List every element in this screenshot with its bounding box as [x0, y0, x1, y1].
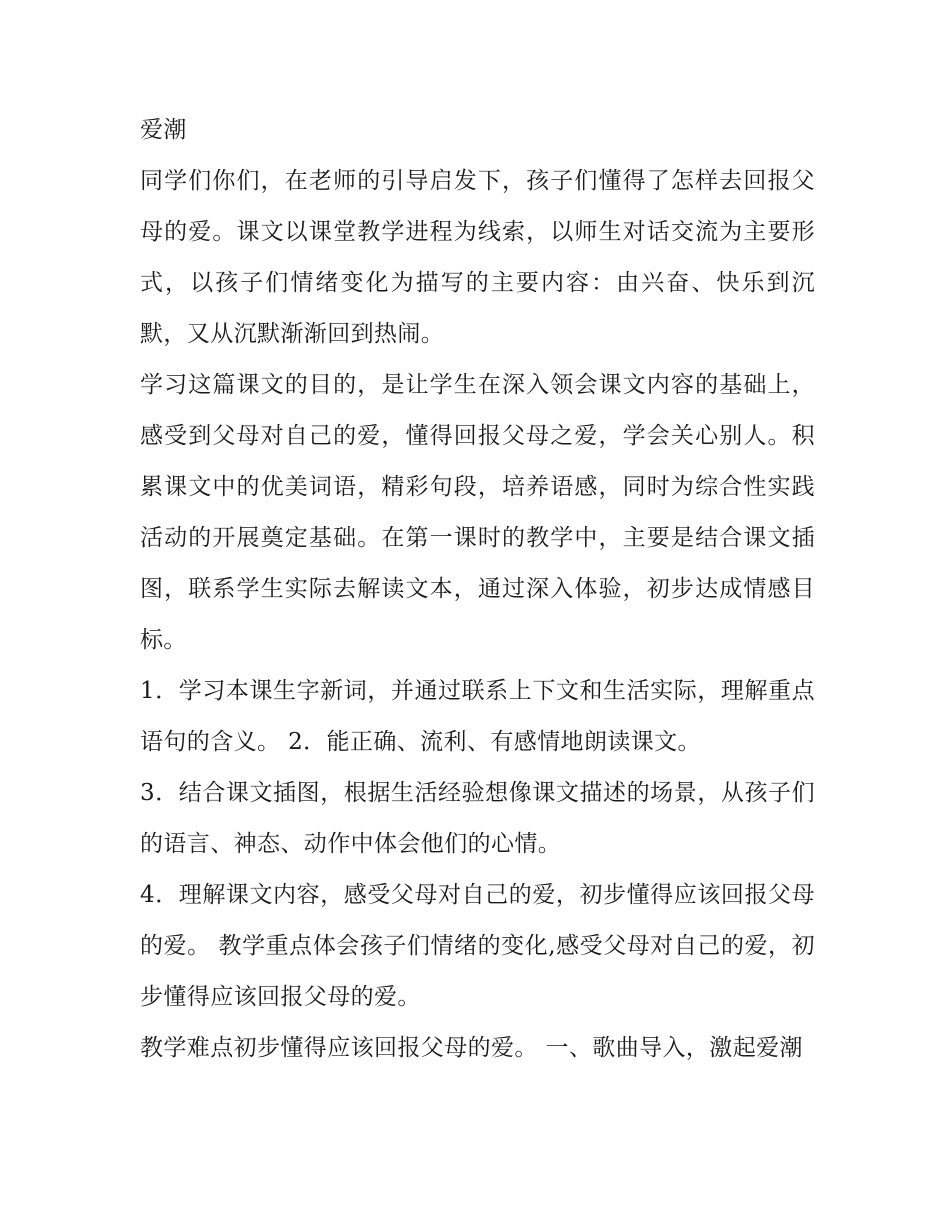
document-body: [140, 105, 815, 1074]
objective-1-2: 1．学习本课生字新词，并通过联系上下文和生活实际，理解重点语句的含义。 2．能正确、流利、有感情地朗读课文。: [140, 678, 815, 755]
objective-3: 3．结合课文插图，根据生活经验想像课文描述的场景，从孩子们的语言、神态、动作中体会他们的心情。: [140, 780, 815, 857]
difficulty-and-section-1: 教学难点初步懂得应该回报父母的爱。 一、歌曲导入，激起爱潮: [140, 1035, 803, 1061]
objective-4-key-points: 4．理解课文内容，感受父母对自己的爱，初步懂得应该回报父母的爱。 教学重点体会孩子们情绪的变化,感受父母对自己的爱，初步懂得应该回报父母的爱。: [140, 882, 815, 1010]
paragraph-intro: 同学们你们，在老师的引导启发下，孩子们懂得了怎样去回报父母的爱。课文以课堂教学进程为线索，以师生对话交流为主要形式，以孩子们情绪变化为描写的主要内容：由兴奋、快乐到沉默，又从沉默渐渐回到热闹。: [140, 168, 815, 347]
document-title: 爱潮: [140, 117, 187, 143]
paragraph-purpose: 学习这篇课文的目的，是让学生在深入领会课文内容的基础上，感受到父母对自己的爱，懂得回报父母之爱，学会关心别人。积累课文中的优美词语，精彩句段，培养语感，同时为综合性实践活动的开展奠定基础。在第一课时的教学中，主要是结合课文插图，联系学生实际去解读文本，通过深入体验，初步达成情感目标。: [140, 372, 815, 653]
